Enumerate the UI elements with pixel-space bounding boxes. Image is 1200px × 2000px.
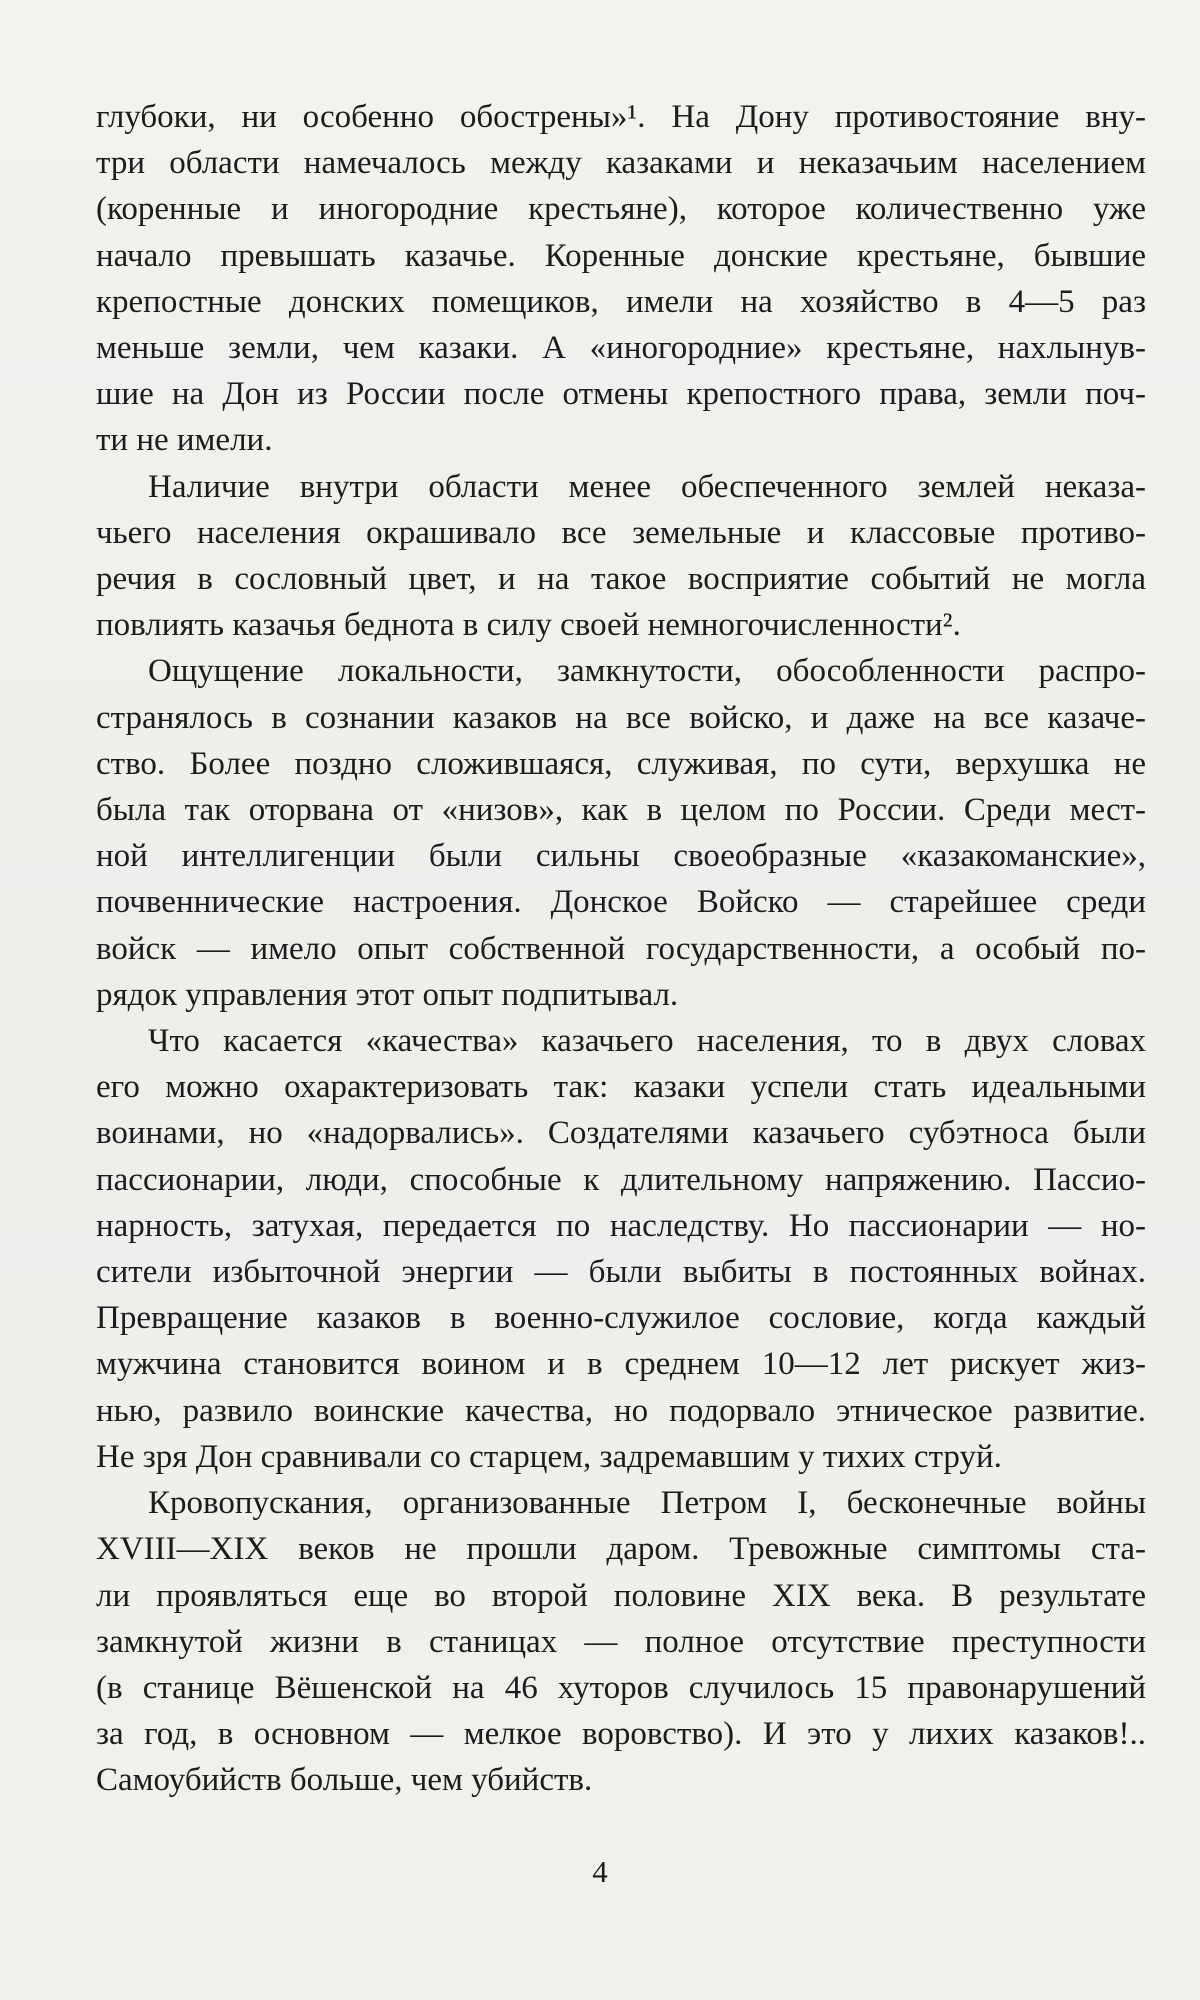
text-line: речия в сословный цвет, и на такое восприятие событий не могла — [96, 561, 1146, 598]
text-line: войск — имело опыт собственной государственности, а особый по- — [96, 930, 1146, 967]
text-line: почвеннические настроения. Донское Войско — старейшее среди — [96, 884, 1146, 921]
paragraph — [96, 1018, 1146, 1480]
text-line: ти не имели. — [96, 422, 273, 459]
text-line: чьего населения окрашивало все земельные и классовые противо- — [96, 514, 1146, 551]
text-line: Кровопускания, организованные Петром I, бесконечные войны — [148, 1485, 1146, 1522]
text-line: его можно охарактеризовать так: казаки успели стать идеальными — [96, 1069, 1146, 1106]
text-line: Наличие внутри области менее обеспеченного землей неказа- — [148, 468, 1146, 505]
text-line: сители избыточной энергии — были выбиты в постоянных войнах. — [96, 1254, 1146, 1291]
text-line: замкнутой жизни в станицах — полное отсутствие преступности — [96, 1623, 1146, 1660]
text-line: ли проявляться еще во второй половине XIX века. В результате — [96, 1577, 1146, 1614]
text-line: Не зря Дон сравнивали со старцем, задремавшим у тихих струй. — [96, 1438, 1002, 1475]
text-line: (коренные и иногородние крестьяне), которое количественно уже — [96, 191, 1146, 228]
text-line: повлиять казачья беднота в силу своей немногочисленности². — [96, 607, 961, 644]
text-line: мужчина становится воином и в среднем 10—12 лет рискует жиз- — [96, 1346, 1146, 1383]
text-line: Превращение казаков в военно-служилое сословие, когда каждый — [96, 1300, 1146, 1337]
text-line: крепостные донских помещиков, имели на хозяйство в 4—5 раз — [96, 283, 1146, 320]
text-line: пассионарии, люди, способные к длительному напряжению. Пассио- — [96, 1161, 1146, 1198]
text-line: начало превышать казачье. Коренные донские крестьяне, бывшие — [96, 237, 1146, 274]
body-text — [96, 94, 1146, 1804]
text-line: XVIII—XIX веков не прошли даром. Тревожные симптомы ста- — [96, 1531, 1146, 1568]
paragraph — [96, 648, 1146, 1018]
text-line: (в станице Вёшенской на 46 хуторов случилось 15 правонарушений — [96, 1669, 1146, 1706]
text-line: меньше земли, чем казаки. А «иногородние» крестьяне, нахлынув- — [96, 330, 1146, 367]
text-line: ной интеллигенции были сильны своеобразные «казакоманские», — [96, 838, 1146, 875]
text-line: Самоубийств больше, чем убийств. — [96, 1762, 593, 1799]
paragraph — [96, 464, 1146, 649]
page-number: 4 — [592, 1854, 608, 1889]
text-line: глубоки, ни особенно обострены»¹. На Дону противостояние вну- — [96, 99, 1146, 135]
text-line: шие на Дон из России после отмены крепостного права, земли поч- — [96, 376, 1146, 413]
text-line: воинами, но «надорвались». Создателями казачьего субэтноса были — [96, 1115, 1146, 1152]
paragraph — [96, 94, 1146, 464]
text-line: была так оторвана от «низов», как в целом по России. Среди мест- — [96, 792, 1146, 829]
text-line: рядок управления этот опыт подпитывал. — [96, 976, 679, 1013]
text-line: Что касается «качества» казачьего населения, то в двух словах — [148, 1023, 1146, 1060]
text-line: три области намечалось между казаками и неказачьим населением — [96, 145, 1146, 182]
text-line: ство. Более поздно сложившаяся, служивая, по сути, верхушка не — [96, 745, 1146, 782]
text-line: Ощущение локальности, замкнутости, обособленности распро- — [148, 653, 1146, 690]
text-line: за год, в основном — мелкое воровство). И это у лихих казаков!.. — [96, 1716, 1146, 1753]
text-line: нарность, затухая, передается по наследству. Но пассионарии — но- — [96, 1207, 1146, 1244]
text-line: нью, развило воинские качества, но подорвало этническое развитие. — [96, 1392, 1146, 1429]
text-line: странялось в сознании казаков на все войско, и даже на все казаче- — [96, 699, 1146, 736]
paragraph — [96, 1480, 1146, 1803]
